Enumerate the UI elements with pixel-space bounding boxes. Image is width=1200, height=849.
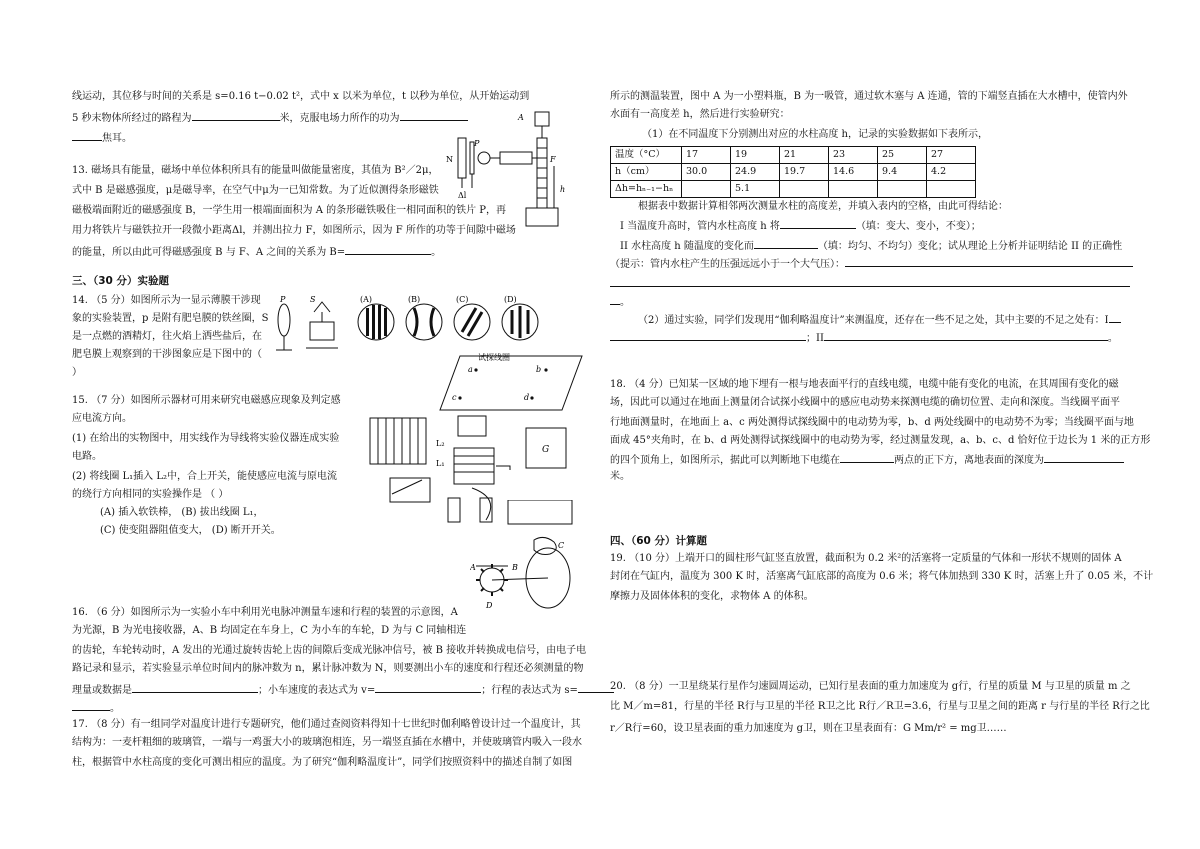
q17-line6-a: II 水柱高度 h 随温度的变化而 [620,241,754,252]
q17-part2 [638,310,1121,330]
q19-line1: 19. （10 分）上端开口的圆柱形气缸竖直放置，截面积为 0.2 米²的活塞将一定质量的气体和一形状不规则的固体 A [610,553,1122,564]
q17-cont-line2: 水面有一高度差 h，然后进行实验研究： [610,109,790,120]
table-cell: 14.6 [829,164,878,181]
q17-line5-b: （填：变大、变小，不变）； [855,221,981,232]
q16-line1: 16. （6 分）如图所示为一实验小车中利用光电脉冲测量车速和行程的装置的示意图，A [72,607,458,618]
q19-line3: 摩擦力及固体体积的变化，求物体 A 的体积。 [610,591,814,602]
q15-line4: 电路。 [72,451,102,462]
q16-line5-c: ；行程的表达式为 s= [481,685,578,696]
q17-line4: 根据表中数据计算相邻两次测量水柱的高度差，并填入表内的空格，由此可得结论： [638,201,1008,212]
table-cell[interactable] [780,181,829,198]
table-row [611,164,976,181]
figure-label: d [524,393,530,402]
figure-label: A [470,563,476,572]
q17-line3: 柱，根据管中水柱高度的变化可测出相应的温度。为了研究“伽利略温度计”，同学们按照资料中的描述自制了如图 [72,757,573,768]
figure-label: L₁ [436,459,445,468]
q16-line5-a: 理量或数据是 [72,685,132,696]
q17-line6 [620,236,1122,256]
answer-blank[interactable] [375,680,481,693]
q17-line8-text: 。 [620,297,630,308]
answer-blank[interactable] [345,242,431,255]
figure-label: (A) [360,295,373,304]
q15-line3: (1) 在给出的实物图中，用实线作为导线将实验仪器连成实验 [72,433,340,444]
q19-line2: 封闭在气缸内，温度为 300 K 时，活塞离气缸底部的高度为 0.6 米；将气体加热到 330 K 时，活塞上升了 0.05 米，不计 [610,571,1154,582]
q18-line5-b: 两点的正下方，离地表面的深度为 [894,455,1044,466]
answer-blank[interactable] [610,274,1130,287]
q17-cont-line1: 所示的测温装置，图中 A 为一小塑料瓶，B 为一吸管，通过软木塞与 A 连通，管的下端竖直插在大水槽中，使管内外 [610,91,1128,102]
q17-part1: （1）在不同温度下分别测出对应的水柱高度 h，记录的实验数据如下表所示， [642,129,988,140]
table-cell: 17 [682,147,731,164]
q17-line5-a: I 当温度升高时，管内水柱高度 h 将 [620,221,780,232]
table-cell: 19.7 [780,164,829,181]
q17-line7 [610,254,1133,274]
q15-line6: 的绕行方向相同的实验操作是 （ ） [72,489,229,500]
figure-label: D [486,601,493,610]
q17-line10 [610,328,1118,348]
q16-line6 [72,698,120,718]
figure-label: (C) [456,295,469,304]
figure-label: (B) [408,295,421,304]
answer-blank[interactable] [610,328,806,341]
table-cell: 27 [927,147,976,164]
table-cell: 25 [878,147,927,164]
answer-blank[interactable] [845,254,1133,267]
answer-blank[interactable] [824,328,1108,341]
q14-line3: 是一点燃的酒精灯，往火焰上洒些盐后，在 [72,331,262,342]
table-cell[interactable] [927,181,976,198]
q17-part2-text: （2）通过实验，同学们发现用“伽利略温度计”来测温度，还存在一些不足之处，其中主要的不足之处有：I [638,315,1109,326]
figure-label: C [558,541,565,550]
q15-line2: 应电流方向。 [72,413,132,424]
q13-line2: 式中 B 是磁感强度，μ是磁导率，在空气中μ为一已知常数。为了近似测得条形磁铁 [72,185,439,196]
table-cell[interactable]: 5.1 [731,181,780,198]
q16-line3: 的齿轮，车轮转动时，A 发出的光通过旋转齿轮上齿的间隙后变成光脉冲信号，被 B 接收并转换成电信号，由电子电 [72,645,587,656]
figure-label: N [446,155,453,164]
q15-line5: (2) 将线圈 L₁插入 L₂中，合上开关，能使感应电流与原电流 [72,471,337,482]
answer-blank[interactable] [610,292,620,305]
q18-line1: 18. （4 分）已知某一区域的地下埋有一根与地表面平行的直线电缆，电缆中能有变化的电流，在其周围有变化的磁 [610,379,1119,390]
q18-line4: 面成 45°夹角时，在 b、d 两处测得试探线圈中的电动势为零，经过测量发现，a、b、c、d 恰好位于边长为 1 米的正方形 [610,435,1151,446]
table-cell: 23 [829,147,878,164]
q14-line5: ） [72,367,82,378]
q13-line1: 13. 磁场具有能量，磁场中单位体积所具有的能量叫做能量密度，其值为 B²／2μ， [72,165,439,176]
q13-line5-b: 。 [431,247,442,258]
answer-blank[interactable] [72,128,102,141]
q13-line4: 用力将铁片与磁铁拉开一段微小距离Δl，并测出拉力 F，如图所示，因为 F 所作的功等于间隙中磁场 [72,225,516,236]
q17-line7-text: （提示：管内水柱产生的压强远远小于一个大气压）： [610,259,845,270]
q12-line2-a: 5 秒末物体所经过的路程为 [72,113,192,124]
q18-line6: 米。 [610,471,630,482]
q17-line7b [610,274,1130,294]
q13-line5 [72,242,441,262]
q20-line1: 20. （8 分）一卫星绕某行星作匀速圆周运动，已知行星表面的重力加速度为 g行，行星的质量 M 与卫星的质量 m 之 [610,681,1131,692]
q14-line2: 象的实验装置，p 是附有肥皂膜的铁丝圈，S [72,313,269,324]
q14-line4: 肥皂膜上观察到的干涉图象应是下图中的（ [72,349,262,360]
figure-label: P [280,295,286,304]
figure-label: P [474,139,480,148]
section-4-heading: 四、（60 分）计算题 [610,535,708,547]
table-cell: 19 [731,147,780,164]
table-cell[interactable] [829,181,878,198]
section-3-heading: 三、（30 分）实验题 [72,275,170,287]
figure-label: A [518,113,524,122]
answer-blank[interactable] [840,450,894,463]
q12-line2-b: 米，克服电场力所作的功为 [279,113,400,124]
temperature-table [610,146,976,198]
q12-line2 [72,108,468,128]
answer-blank[interactable] [1044,450,1124,463]
q18-line2: 场，因此可以通过在地面上测量闭合试探小线圈中的感应电动势来探测电缆的确切位置、走向和深度。当线圈平面平 [610,397,1120,408]
answer-blank[interactable] [754,236,818,249]
figure-label: h [560,185,566,194]
q16-line5 [72,680,614,700]
q18-line3: 行地面测量时，在地面上 a、c 两处测得试探线圈中的电动势为零，b、d 两处线圈中的电动势不为零；当线圈平面与地 [610,417,1134,428]
q16-line2: 为光源，B 为光电接收器，A、B 均固定在车身上，C 为小车的车轮，D 为与 C 同轴相连 [72,625,467,636]
q17-line5 [620,216,981,236]
q17-line6-b: （填：均匀、不均匀）变化；试从理论上分析并证明结论 II 的正确性 [817,241,1123,252]
table-row [611,181,976,198]
table-row [611,147,976,164]
table-cell: 30.0 [682,164,731,181]
figure-label: a [468,365,473,374]
table-cell: 4.2 [927,164,976,181]
table-cell[interactable] [878,181,927,198]
q15-option-ab: (A) 插入软铁棒， (B) 拔出线圈 L₁， [100,507,264,518]
q12-line1: 线运动，其位移与时间的关系是 s=0.16 t−0.02 t²，式中 x 以米为单位，t 以秒为单位，从开始运动到 [72,91,530,102]
q16-line6-text: 。 [110,703,120,714]
q13-line3: 磁极端面附近的磁感强度 B，一学生用一根端面面积为 A 的条形磁铁吸住一相同面积的铁片 P，再 [72,205,507,216]
table-cell[interactable] [682,181,731,198]
figure-label: 试探线圈 [478,353,510,362]
table-cell: h（cm） [611,164,682,181]
q16-line4: 路记录和显示，若实验显示单位时间内的脉冲数为 n，累计脉冲数为 N，则要测出小车的速度和行程还必须测量的物 [72,663,584,674]
q17-line8 [610,292,630,312]
q18-line5-a: 的四个顶角上，如图所示，据此可以判断地下电缆在 [610,455,840,466]
table-cell: 温度（°C） [611,147,682,164]
figure-label: Δl [458,191,467,200]
figure-label: G [542,445,550,455]
q16-pulse-figure [470,500,590,612]
table-cell[interactable]: Δh=hₙ₋₁−hₙ [611,181,682,198]
figure-label: F [550,155,556,164]
figure-label: c [452,393,457,402]
table-cell: 24.9 [731,164,780,181]
answer-blank[interactable] [1109,310,1121,323]
answer-blank[interactable] [192,108,280,121]
q18-line5 [610,450,1124,470]
q14-line1: 14. （5 分）如图所示为一显示薄膜干涉现 [72,295,261,306]
q17-line10-b: 。 [1107,333,1118,344]
q20-line2: 比 M／m=81，行星的半径 R行与卫星的半径 R卫之比 R行／R卫=3.6，行星与卫星之间的距离 r 与行星的半径 R行之比 [610,701,1150,712]
q13-magnet-figure [440,110,580,230]
q17-line2: 结构为：一麦杆粗细的玻璃管，一端与一鸡蛋大小的玻璃泡相连，另一端竖直插在水槽中，并使玻璃管内吸入一段水 [72,737,582,748]
figure-label: B [512,563,518,572]
q17-line1: 17. （8 分）有一组同学对温度计进行专题研究，他们通过查阅资料得知十七世纪时伽利略曾设计过一个温度计，其 [72,719,581,730]
table-cell: 21 [780,147,829,164]
answer-blank[interactable] [578,680,614,693]
table-cell: 9.4 [878,164,927,181]
q15-line1: 15. （7 分）如图所示器材可用来研究电磁感应现象及判定感 [72,395,341,406]
q20-line3: r／R行=60，设卫星表面的重力加速度为 g卫，则在卫星表面有：G Mm/r² = mg卫…… [610,723,1007,734]
q17-line10-a: ；II [806,333,824,344]
q15-option-cd: (C) 使变阻器阻值变大， (D) 断开开关。 [100,525,281,536]
answer-blank[interactable] [132,680,258,693]
answer-blank[interactable] [72,698,110,711]
figure-label: (D) [504,295,517,304]
answer-blank[interactable] [780,216,856,229]
figure-label: b [536,365,542,374]
figure-label: S [310,295,316,304]
q16-line5-b: ；小车速度的表达式为 v= [258,685,376,696]
figure-label: L₂ [436,439,445,448]
q13-line5-a: 的能量，所以由此可得磁感强度 B 与 F、A 之间的关系为 B= [72,247,346,258]
q12-line3-text: 焦耳。 [102,133,132,144]
q12-line3 [72,128,132,148]
